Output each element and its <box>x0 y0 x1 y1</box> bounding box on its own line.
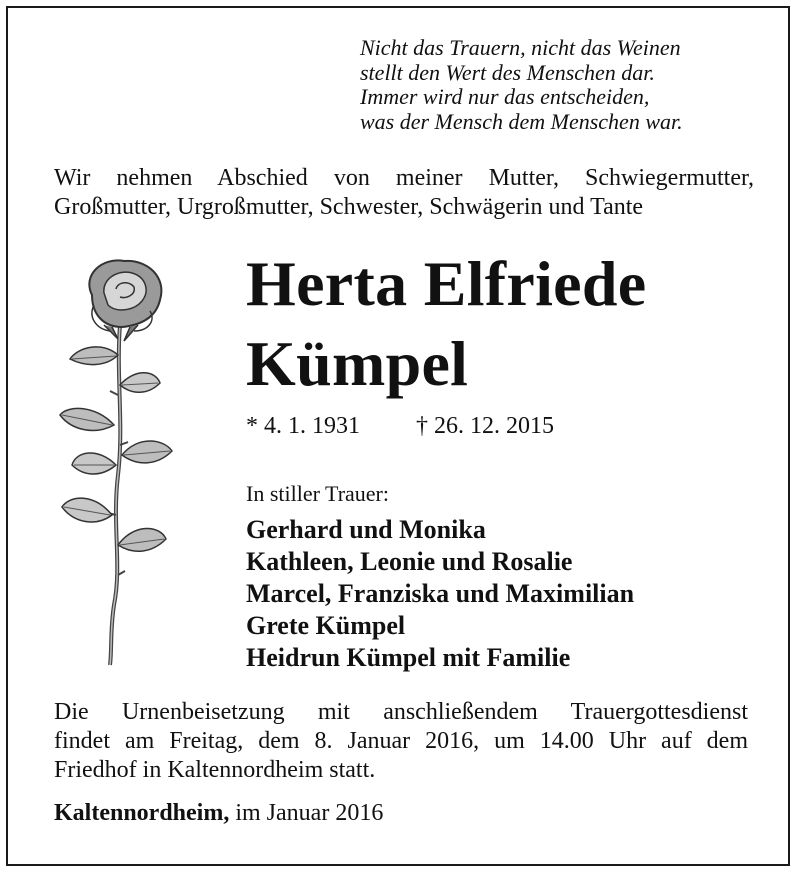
life-dates <box>246 413 554 440</box>
death-date: † 26. 12. 2015 <box>416 413 554 439</box>
mourner-name: Grete Kümpel <box>246 611 406 640</box>
notice-date: im Januar 2016 <box>235 800 384 826</box>
burial-line: Friedhof in Kaltennordheim statt. <box>54 757 376 783</box>
deceased-name <box>246 244 646 404</box>
burial-line: Die Urnenbeisetzung mit anschließendem Trauergottesdienst <box>54 699 748 725</box>
mourners-list <box>246 514 634 674</box>
poem-line: Nicht das Trauern, nicht das Weinen <box>360 35 681 60</box>
mourning-label: In stiller Trauer: <box>246 481 389 506</box>
deceased-name-line: Kümpel <box>246 328 469 399</box>
burial-notice <box>54 698 748 785</box>
place-date <box>54 800 383 827</box>
mourner-name: Kathleen, Leonie und Rosalie <box>246 547 573 576</box>
rose-icon <box>52 255 182 670</box>
birth-date: * 4. 1. 1931 <box>246 413 360 439</box>
burial-line: findet am Freitag, dem 8. Januar 2016, um 14.00 Uhr auf dem <box>54 728 748 754</box>
deceased-name-line: Herta Elfriede <box>246 248 647 319</box>
mourner-name: Heidrun Kümpel mit Familie <box>246 643 571 672</box>
poem-line: stellt den Wert des Menschen dar. <box>360 59 655 85</box>
mourner-name: Gerhard und Monika <box>246 515 486 544</box>
mourner-name: Marcel, Franziska und Maximilian <box>246 579 635 608</box>
intro-line: Großmutter, Urgroßmutter, Schwester, Schwägerin und Tante <box>54 194 644 220</box>
poem-line: Immer wird nur das entscheiden, <box>360 84 650 109</box>
intro-text <box>54 164 754 222</box>
place-name: Kaltennordheim, <box>54 800 230 826</box>
poem <box>360 36 683 134</box>
intro-line: Wir nehmen Abschied von meiner Mutter, Schwiegermutter, <box>54 165 754 191</box>
poem-line: was der Mensch dem Menschen war. <box>360 108 683 134</box>
